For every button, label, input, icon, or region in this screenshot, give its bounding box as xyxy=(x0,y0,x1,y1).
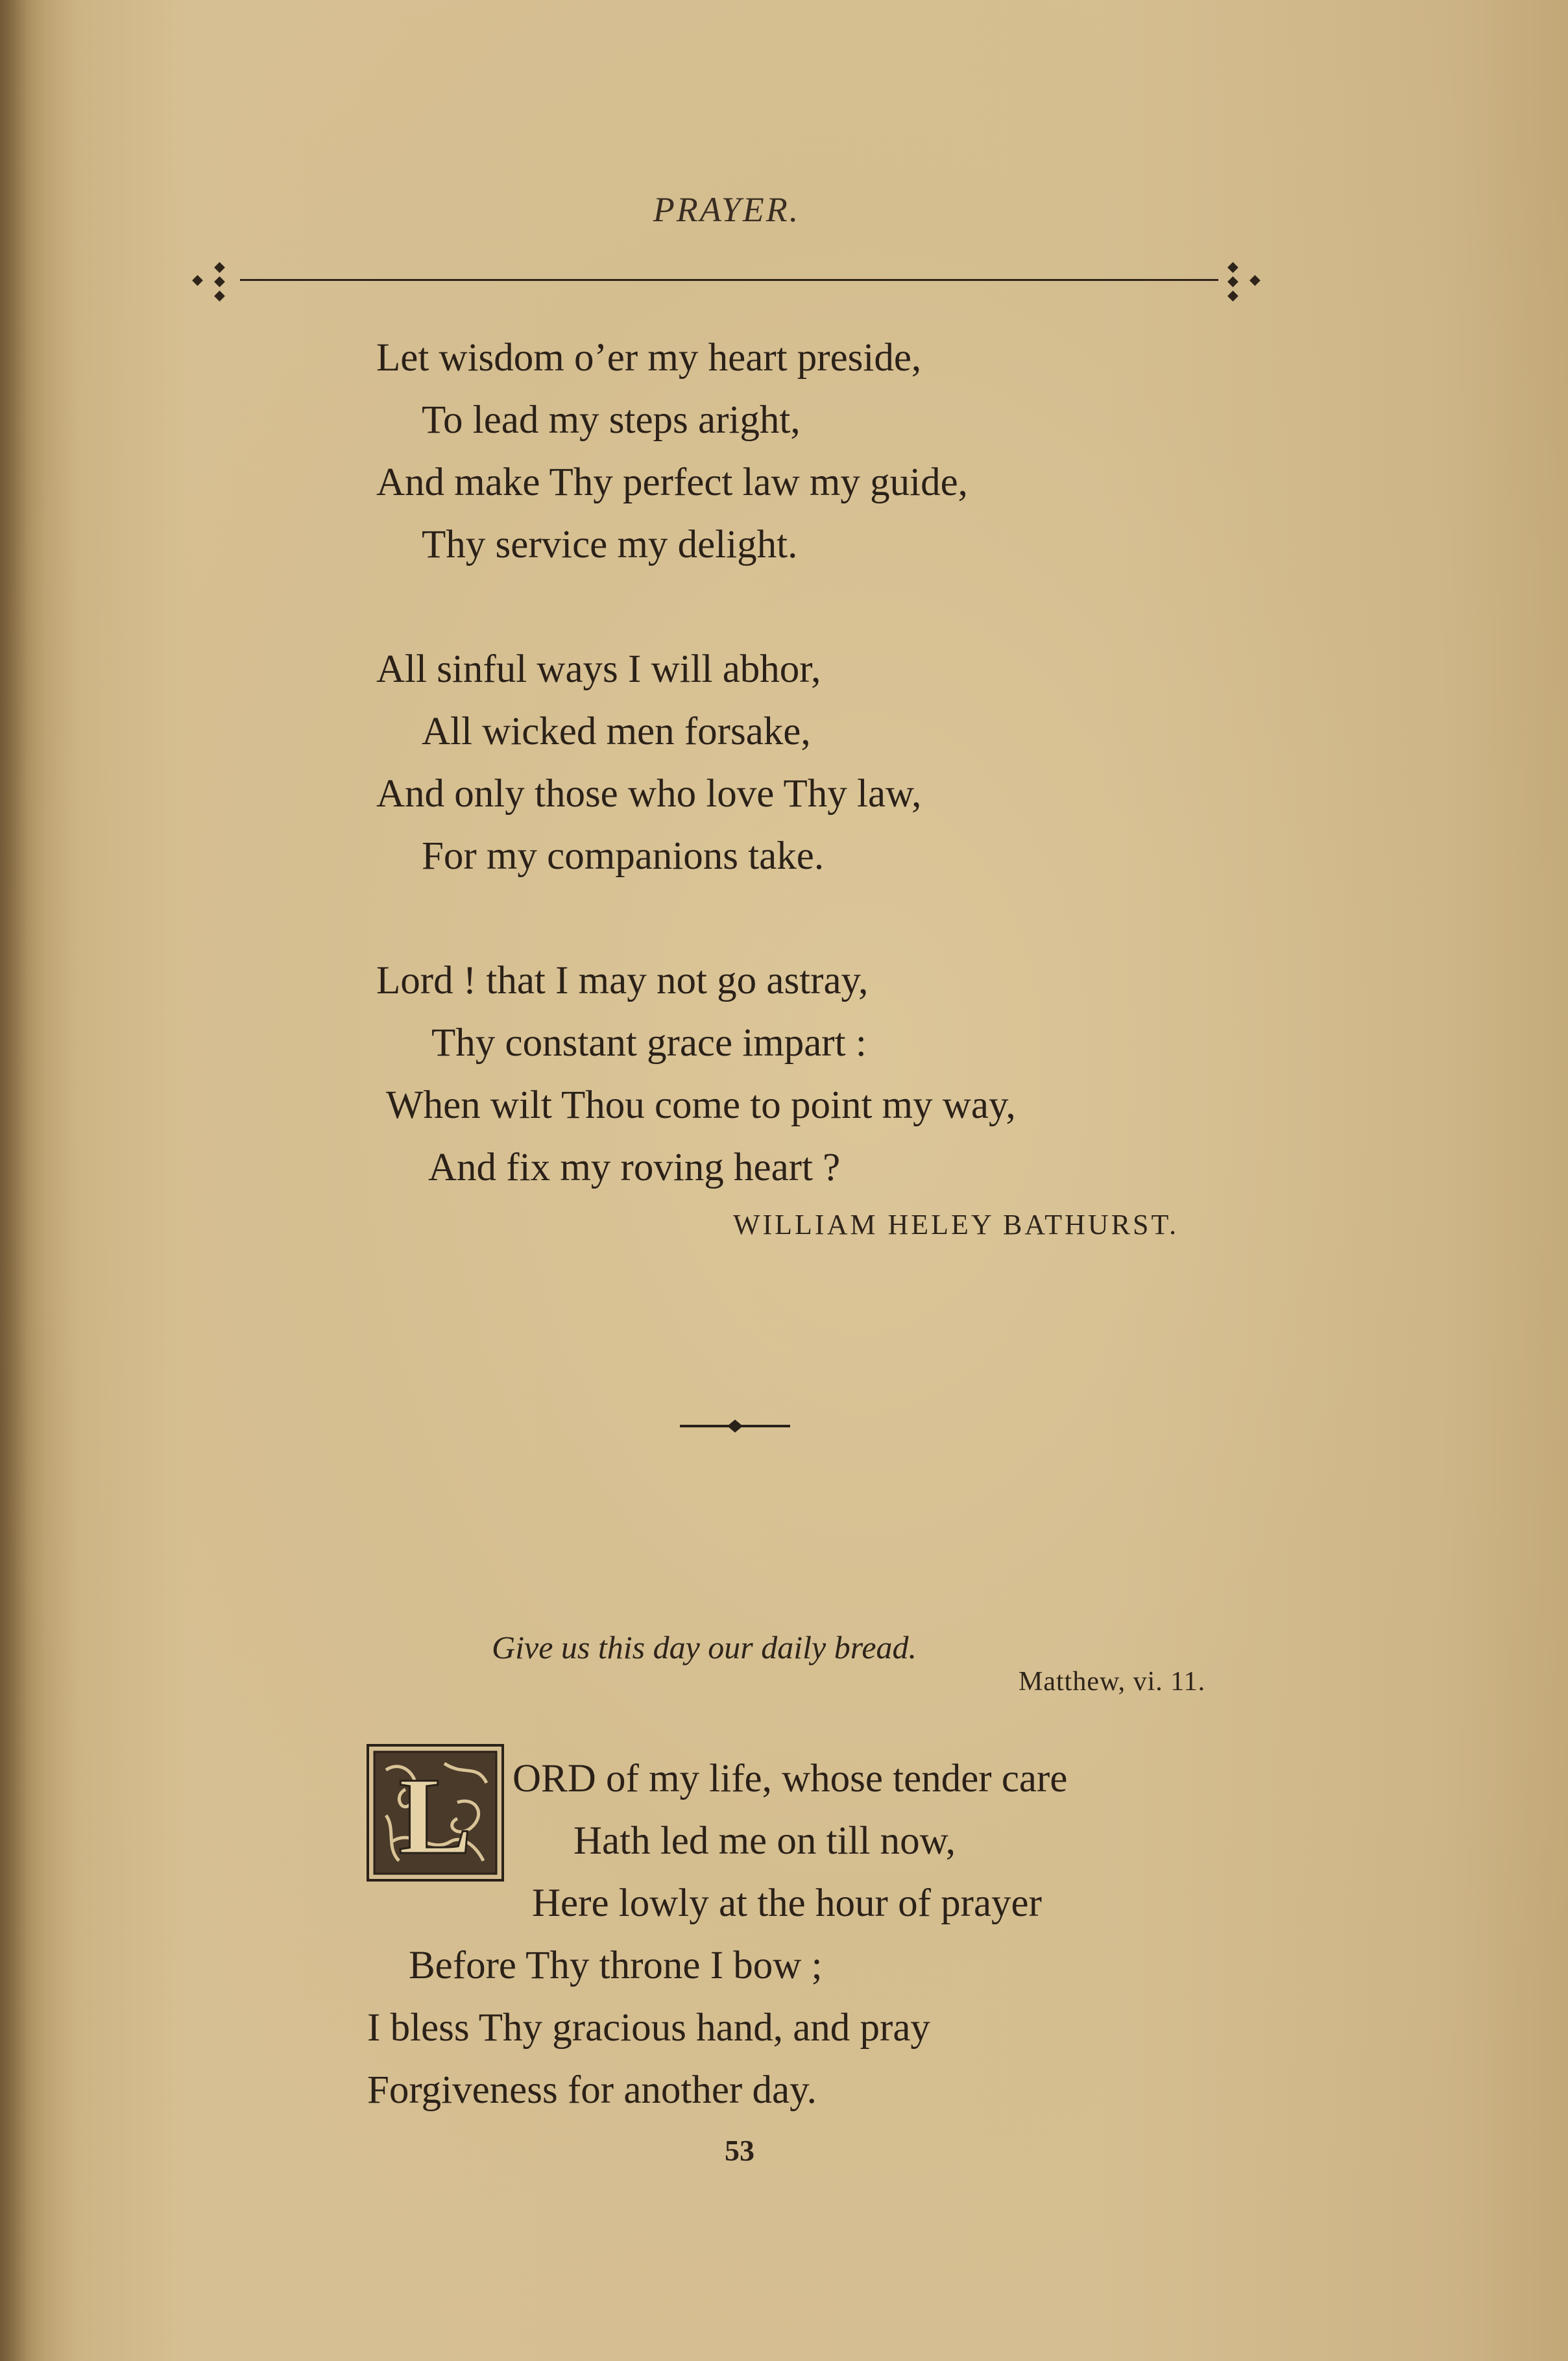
drop-cap-ornament-icon xyxy=(367,1744,504,1882)
poem-line: For my companions take. xyxy=(422,834,825,878)
poem-line: Thy constant grace impart : xyxy=(431,1021,867,1065)
running-head: PRAYER. xyxy=(653,190,801,229)
header-rule xyxy=(240,279,1218,281)
poem-line: Before Thy throne I bow ; xyxy=(409,1944,823,1987)
poem-line: Hath led me on till now, xyxy=(573,1819,956,1863)
author-attribution: WILLIAM HELEY BATHURST. xyxy=(733,1209,1179,1241)
page-number: 53 xyxy=(725,2134,754,2167)
poem-line: I bless Thy gracious hand, and pray xyxy=(367,2006,930,2050)
stanza-2 xyxy=(0,638,921,888)
stanza-3 xyxy=(0,950,1016,1199)
epigraph-citation: Matthew, vi. 11. xyxy=(1019,1667,1206,1697)
poem-line: All sinful ways I will abhor, xyxy=(376,648,821,691)
poem-line: ORD of my life, whose tender care xyxy=(513,1757,1068,1800)
poem-line: And make Thy perfect law my guide, xyxy=(376,461,968,504)
poem-line: And only those who love Thy law, xyxy=(376,772,922,816)
poem-line: Here lowly at the hour of prayer xyxy=(532,1882,1042,1925)
poem-line: Forgiveness for another day. xyxy=(367,2068,817,2112)
poem-line: To lead my steps aright, xyxy=(422,398,801,442)
epigraph: Give us this day our daily bread. xyxy=(492,1629,917,1665)
section-divider-icon xyxy=(680,1413,790,1439)
poem-line: And fix my roving heart ? xyxy=(428,1146,841,1189)
poem-line: When wilt Thou come to point my way, xyxy=(386,1084,1016,1127)
poem-line: Let wisdom o’er my heart preside, xyxy=(376,336,922,380)
book-page: PRAYER. ◆ ◆ ◆ ◆ ◆ ◆ ◆ ◆ Let wisdom o’er my heart preside, To lead my steps aright, And make Thy perfect law my guide, Thy service my delight. All sinful ways I will abhor, All wicked men forsake, And only those who love Thy law, For my companions take. Lord ! that I may not go astray, Thy constant grace impart : When wilt Thou come to point my way, And fix my roving heart ? WILLIAM HELEY BATHURST. Give us this day our daily bread. Matthew, vi. 11. L ORD of my life, whose tender care Hath led me on till now, Here lowly at the hour of prayer Before Thy throne I bow ; I bless Thy gracious hand, and pray Forgiveness for another day. 53 xyxy=(0,0,1568,2361)
poem-line: Lord ! that I may not go astray, xyxy=(376,959,869,1002)
svg-text:L: L xyxy=(398,1755,472,1877)
poem-line: Thy service my delight. xyxy=(422,523,798,566)
poem-line: All wicked men forsake, xyxy=(422,710,811,753)
stanza-1 xyxy=(0,327,968,576)
